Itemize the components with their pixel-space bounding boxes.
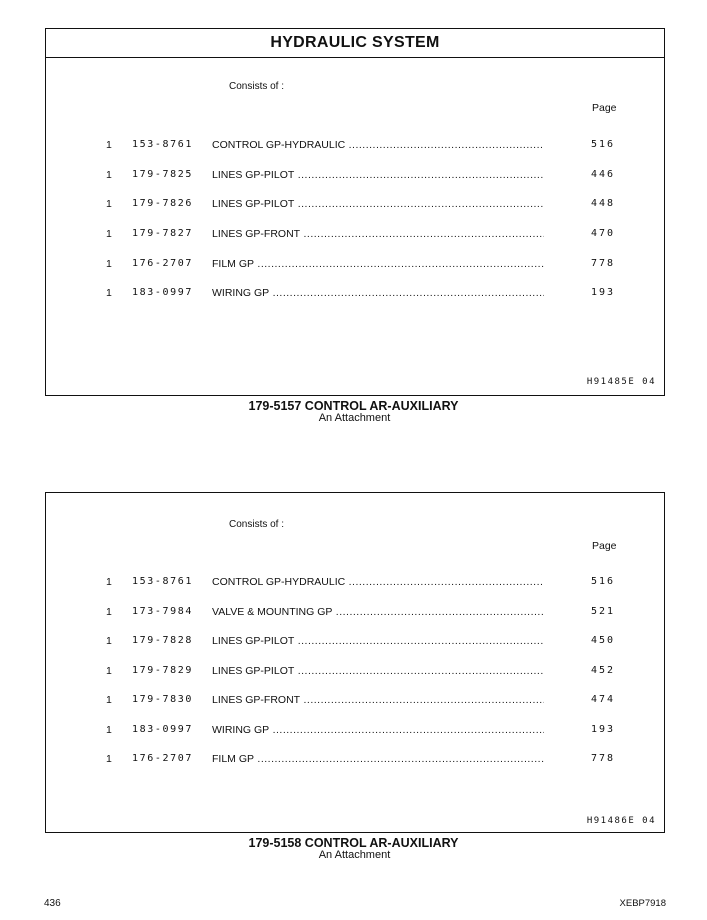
row-qty: 1: [106, 606, 112, 618]
row-qty: 1: [106, 169, 112, 181]
parts-row: [46, 751, 664, 767]
row-description: LINES GP-FRONT .....: [212, 226, 544, 242]
row-qty: 1: [106, 228, 112, 240]
row-description: FILM GP .....: [212, 256, 544, 272]
parts-panel-1: [45, 28, 665, 396]
page-column-header: Page: [592, 102, 617, 114]
row-qty: 1: [106, 724, 112, 736]
row-description: WIRING GP .....: [212, 722, 544, 738]
row-page: 193: [591, 724, 616, 735]
row-description: FILM GP .....: [212, 751, 544, 767]
row-qty: 1: [106, 753, 112, 765]
row-qty: 1: [106, 576, 112, 588]
row-qty: 1: [106, 287, 112, 299]
row-page: 446: [591, 169, 616, 180]
row-page: 778: [591, 258, 616, 269]
caption-title: 179-5157 CONTROL AR-AUXILIARY: [248, 399, 459, 413]
row-part-number: 173-7984: [132, 606, 193, 617]
parts-row: [46, 196, 664, 212]
row-part-number: 153-8761: [132, 139, 193, 150]
row-page: 193: [591, 287, 616, 298]
row-qty: 1: [106, 198, 112, 210]
panel-caption-2: [0, 837, 707, 861]
row-page: 516: [591, 576, 616, 587]
parts-row: [46, 663, 664, 679]
parts-row: [46, 633, 664, 649]
row-page: 452: [591, 665, 616, 676]
consists-label: Consists of :: [229, 81, 285, 92]
row-part-number: 183-0997: [132, 724, 193, 735]
row-page: 448: [591, 198, 616, 209]
row-part-number: 179-7830: [132, 694, 193, 705]
row-part-number: 176-2707: [132, 258, 193, 269]
parts-row: [46, 574, 664, 590]
row-description: LINES GP-PILOT .....: [212, 167, 544, 183]
row-qty: 1: [106, 665, 112, 677]
parts-row: [46, 137, 664, 153]
row-part-number: 179-7828: [132, 635, 193, 646]
row-part-number: 183-0997: [132, 287, 193, 298]
row-page: 470: [591, 228, 616, 239]
row-part-number: 179-7829: [132, 665, 193, 676]
parts-row: [46, 285, 664, 301]
consists-label: Consists of :: [229, 519, 285, 530]
row-description: WIRING GP .....: [212, 285, 544, 301]
row-description: LINES GP-PILOT .....: [212, 196, 544, 212]
row-qty: 1: [106, 694, 112, 706]
parts-row: [46, 722, 664, 738]
page-column-header: Page: [592, 540, 617, 552]
row-description: LINES GP-PILOT .....: [212, 633, 544, 649]
row-part-number: 179-7827: [132, 228, 193, 239]
row-page: 778: [591, 753, 616, 764]
row-description: CONTROL GP-HYDRAULIC .....: [212, 137, 544, 153]
illustration-reference: H91486E 04: [586, 816, 656, 826]
parts-row: [46, 256, 664, 272]
parts-row: [46, 604, 664, 620]
parts-row: [46, 692, 664, 708]
illustration-reference: H91485E 04: [586, 377, 656, 387]
panel-caption-1: [0, 400, 707, 424]
row-description: CONTROL GP-HYDRAULIC .....: [212, 574, 544, 590]
row-page: 450: [591, 635, 616, 646]
row-part-number: 179-7825: [132, 169, 193, 180]
document-code: XEBP7918: [619, 898, 666, 909]
parts-panel-2: [45, 492, 665, 833]
row-part-number: 179-7826: [132, 198, 193, 209]
row-page: 521: [591, 606, 616, 617]
row-part-number: 176-2707: [132, 753, 193, 764]
row-description: LINES GP-PILOT .....: [212, 663, 544, 679]
row-qty: 1: [106, 258, 112, 270]
row-page: 516: [591, 139, 616, 150]
row-description: LINES GP-FRONT .....: [212, 692, 544, 708]
caption-subtitle: An Attachment: [318, 849, 391, 861]
row-page: 474: [591, 694, 616, 705]
caption-title: 179-5158 CONTROL AR-AUXILIARY: [248, 836, 459, 850]
page-number: 436: [44, 898, 61, 909]
parts-row: [46, 226, 664, 242]
parts-row: [46, 167, 664, 183]
caption-subtitle: An Attachment: [318, 412, 391, 424]
row-qty: 1: [106, 139, 112, 151]
section-title: HYDRAULIC SYSTEM: [46, 29, 664, 58]
row-part-number: 153-8761: [132, 576, 193, 587]
row-description: VALVE & MOUNTING GP .....: [212, 604, 544, 620]
row-qty: 1: [106, 635, 112, 647]
